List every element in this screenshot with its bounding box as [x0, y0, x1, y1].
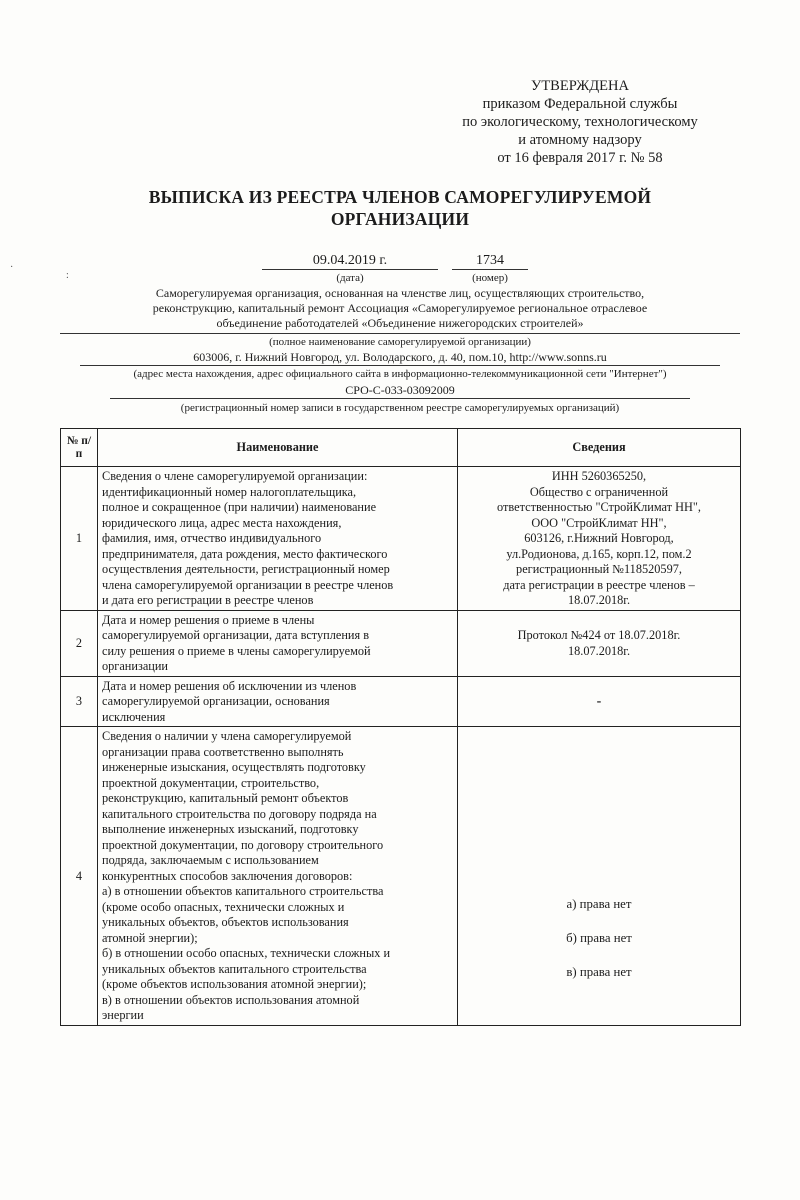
table-row: [61, 467, 741, 611]
row-name-line: силу решения о приеме в члены саморегулируемой: [102, 643, 371, 658]
row-name-line: а) в отношении объектов капитального строительства: [102, 884, 384, 898]
row-name-line: в) в отношении объектов использования атомной: [102, 992, 360, 1007]
title-line: ВЫПИСКА ИЗ РЕЕСТРА ЧЛЕНОВ САМОРЕГУЛИРУЕМОЙ: [148, 187, 652, 207]
approval-block: [430, 77, 730, 167]
approval-line: приказом Федеральной службы: [482, 96, 678, 112]
row-name-line: Сведения о члене саморегулируемой организации:: [102, 469, 368, 483]
row-name-line: и дата его регистрации в реестре членов: [102, 593, 314, 607]
right-item: а) права нет: [566, 897, 632, 911]
organization-name: [60, 286, 740, 334]
right-item: б) права нет: [566, 931, 632, 945]
row-name: [98, 610, 458, 676]
row-info-line: Протокол №424 от 18.07.2018г.: [517, 628, 681, 642]
row-name-line: идентификационный номер налогоплательщика,: [102, 484, 357, 499]
row-info: [458, 676, 741, 727]
row-info-line: 603126, г.Нижний Новгород,: [524, 531, 674, 545]
row-name-line: б) в отношении особо опасных, технически сложных и: [102, 946, 391, 960]
row-name-line: выполнение инженерных изысканий, подготовку: [102, 822, 359, 836]
row-info-line: 18.07.2018г.: [567, 643, 631, 658]
approval-line: от 16 февраля 2017 г. № 58: [497, 150, 663, 166]
organization-name-caption: (полное наименование саморегулируемой организации): [269, 336, 531, 348]
registry-number-caption: (регистрационный номер записи в государственном реестре саморегулируемых организаций): [180, 402, 620, 414]
row-info-line: регистрационный №118520597,: [516, 562, 682, 576]
organization-name-line: реконструкцию, капитальный ремонт Ассоциация «Саморегулируемое региональное отраслевое: [152, 301, 648, 315]
row-name-line: Дата и номер решения о приеме в члены: [102, 612, 315, 627]
organization-address: 603006, г. Нижний Новгород, ул. Володарского, д. 40, пом.10, http://www.sonns.ru: [193, 350, 607, 364]
row-name-line: Дата и номер решения об исключении из членов: [102, 678, 357, 693]
address-underline: [80, 365, 720, 366]
approval-line: УТВЕРЖДЕНА: [531, 78, 629, 94]
row-info: [458, 467, 741, 611]
row-info-line: ООО "СтройКлимат НН",: [531, 515, 667, 530]
row-name-line: энергии: [102, 1008, 144, 1022]
row-name-line: атомной энергии);: [102, 930, 198, 945]
registry-table: [60, 428, 741, 1026]
row-name-line: (кроме особо опасных, технически сложных и: [102, 899, 345, 914]
header-name: Наименование: [98, 429, 458, 467]
row-name-line: уникальных объектов, объектов использования: [102, 915, 349, 929]
organization-name-line: объединение работодателей «Объединение нижегородских строителей»: [216, 316, 584, 330]
row-info-line: ответственностью "СтройКлимат НН",: [497, 500, 701, 514]
row-name-line: члена саморегулируемой организации в реестре членов: [102, 577, 394, 592]
row-number: 2: [61, 610, 98, 676]
header-num: № п/п: [61, 429, 98, 467]
table-row: [61, 610, 741, 676]
row-name-line: саморегулируемой организации, основания: [102, 694, 330, 708]
row-name-line: проектной документации, строительство,: [102, 775, 320, 790]
table-row: [61, 676, 741, 727]
row-name: [98, 727, 458, 1026]
row-info-line: Общество с ограниченной: [529, 484, 669, 499]
row-info-line: дата регистрации в реестре членов –: [503, 577, 695, 592]
row-number: 1: [61, 467, 98, 611]
row-name-line: саморегулируемой организации, дата вступления в: [102, 628, 370, 642]
row-info-value: -: [596, 694, 602, 709]
row-info-line: ул.Родионова, д.165, корп.12, пом.2: [506, 546, 692, 561]
date-caption: (дата): [336, 272, 364, 284]
right-item: в) права нет: [566, 965, 632, 979]
organization-address-caption: (адрес места нахождения, адрес официального сайта в информационно-телекоммуникационной сети "Интернет"): [133, 368, 667, 380]
row-info-line: ИНН 5260365250,: [551, 469, 647, 483]
row-info: [458, 610, 741, 676]
row-name-line: конкурентных способов заключения договоров:: [102, 868, 353, 883]
number-caption: (номер): [472, 272, 508, 284]
document-title: [80, 186, 720, 230]
registry-underline: [110, 398, 690, 399]
extract-date: 09.04.2019 г.: [262, 253, 438, 270]
scan-mark: ·: [10, 262, 14, 273]
table-header-row: [61, 429, 741, 467]
row-name-line: фамилия, имя, отчество индивидуального: [102, 531, 322, 545]
row-name-line: полное и сокращенное (при наличии) наименование: [102, 500, 377, 514]
row-name: [98, 467, 458, 611]
row-name-line: Сведения о наличии у члена саморегулируемой: [102, 729, 352, 743]
table-row: [61, 727, 741, 1026]
header-info: Сведения: [458, 429, 741, 467]
row-name-line: предпринимателя, дата рождения, место фактического: [102, 546, 388, 561]
row-name-line: проектной документации, по договору строительного: [102, 837, 384, 852]
row-name-line: реконструкцию, капитальный ремонт объектов: [102, 791, 349, 805]
registry-number: СРО-С-033-03092009: [345, 383, 455, 397]
row-name-line: исключения: [102, 709, 166, 724]
organization-name-line: Саморегулируемая организация, основанная на членстве лиц, осуществляющих строительство,: [155, 286, 645, 300]
approval-line: по экологическому, технологическому: [462, 114, 698, 130]
rights-list: [462, 897, 736, 999]
row-name-line: организации права соответственно выполнять: [102, 744, 344, 759]
row-name-line: уникальных объектов капитального строительства: [102, 961, 367, 976]
row-name-line: подряда, заключаемым с использованием: [102, 853, 319, 867]
row-name-line: организации: [102, 659, 169, 673]
scan-mark: :: [66, 270, 69, 281]
approval-line: и атомному надзору: [518, 132, 642, 148]
row-name: [98, 676, 458, 727]
row-number: 3: [61, 676, 98, 727]
row-info-line: 18.07.2018г.: [567, 593, 631, 607]
title-line: ОРГАНИЗАЦИИ: [330, 209, 470, 229]
extract-number: 1734: [452, 253, 528, 270]
row-name-line: капитального строительства по договору подряда на: [102, 806, 377, 821]
row-name-line: осуществления деятельности, регистрационный номер: [102, 562, 390, 576]
row-info: [458, 727, 741, 1026]
row-number: 4: [61, 727, 98, 1026]
row-name-line: инженерные изыскания, осуществлять подготовку: [102, 760, 366, 774]
row-name-line: (кроме объектов использования атомной энергии);: [102, 977, 367, 991]
row-name-line: юридического лица, адрес места нахождения,: [102, 515, 342, 530]
